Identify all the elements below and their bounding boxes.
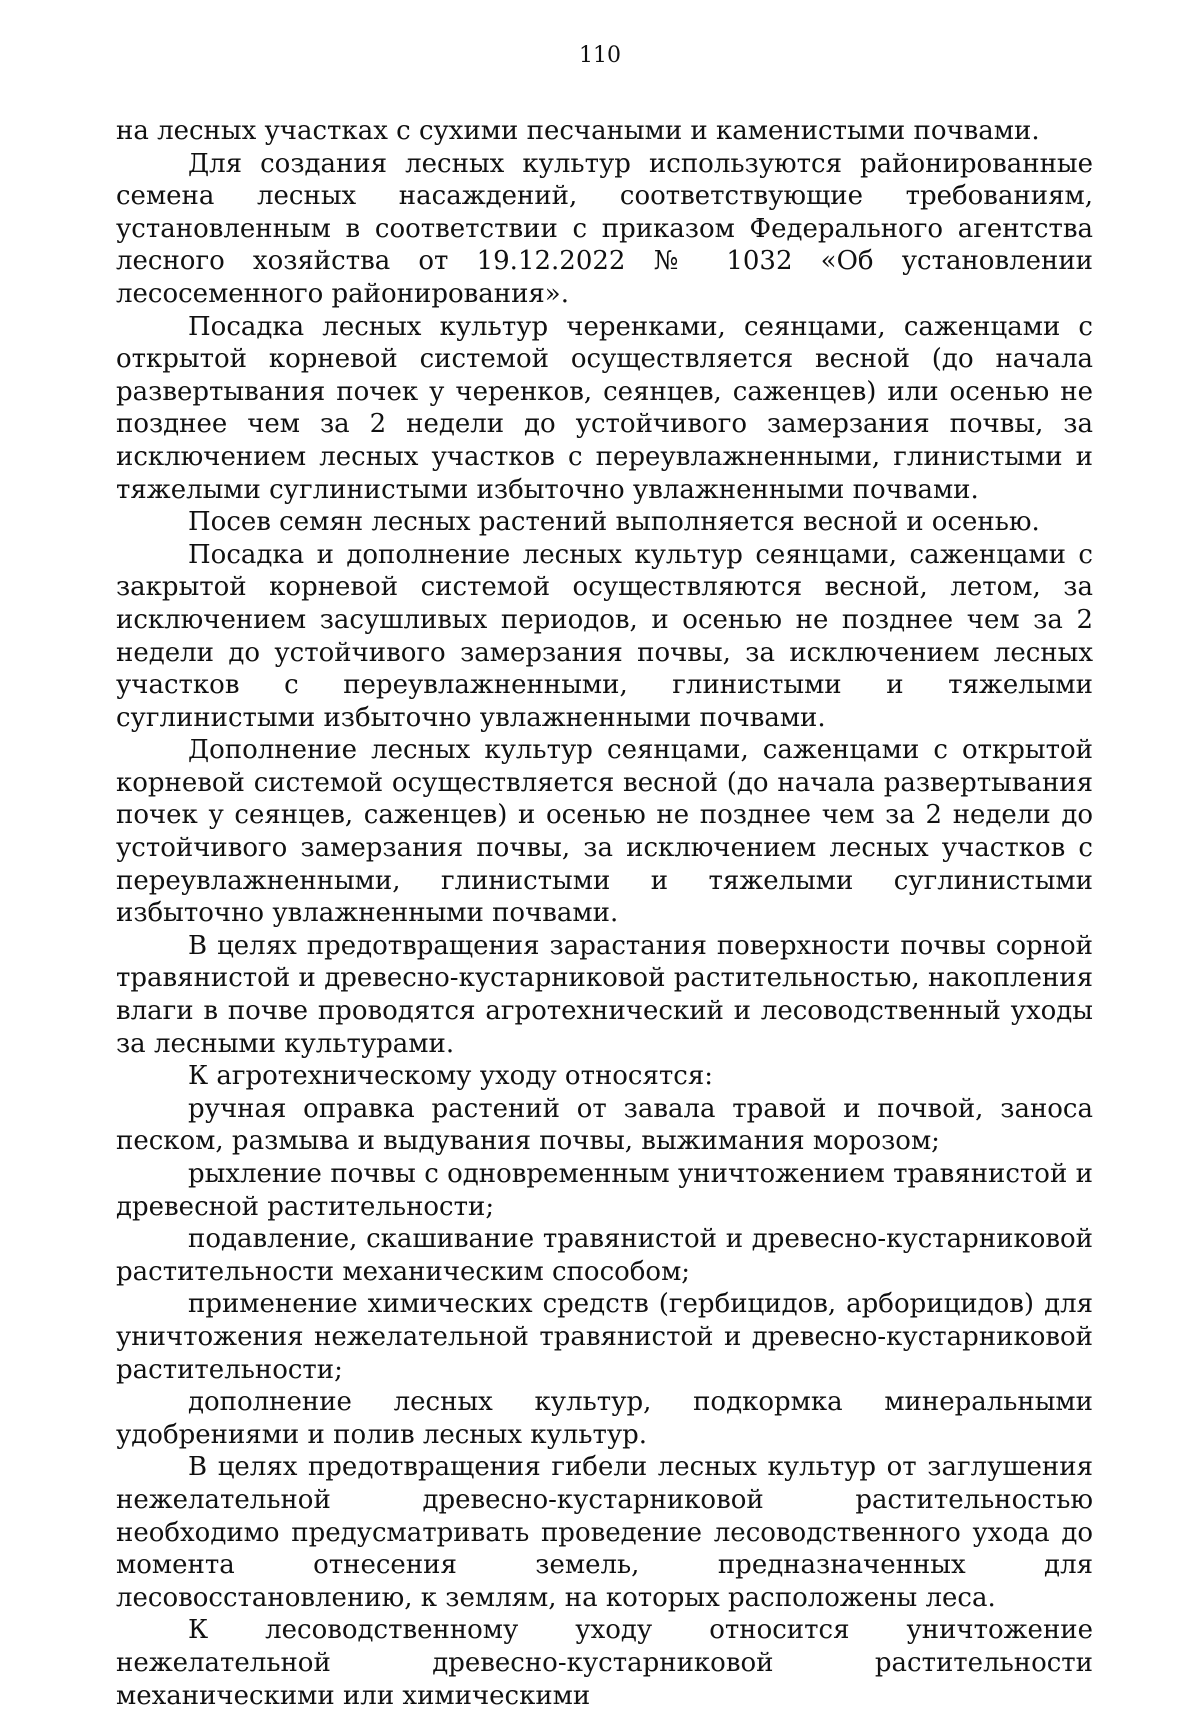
paragraph: Посадка и дополнение лесных культур сеянцами, саженцами с закрытой корневой системой осуществляются весной, летом, за исключением засушливых периодов, и осенью не позднее чем за 2 недели до устойчивого замерзания почвы, за исключением лесных участков с переувлажненными, глинистыми и тяжелыми суглинистыми избыточно увлажненными почвами. <box>116 539 1093 733</box>
paragraph: Дополнение лесных культур сеянцами, саженцами с открытой корневой системой осуществляется весной (до начала развертывания почек у сеянцев, саженцев) и осенью не позднее чем за 2 недели до устойчивого замерзания почвы, за исключением лесных участков с переувлажненными, глинистыми и тяжелыми суглинистыми избыточно увлажненными почвами. <box>116 735 1093 929</box>
document-body <box>116 115 1093 1712</box>
paragraph: Посадка лесных культур черенками, сеянцами, саженцами с открытой корневой системой осуществляется весной (до начала развертывания почек у черенков, сеянцев, саженцев) или осенью не позднее чем за 2 недели до устойчивого замерзания почвы, за исключением лесных участков с переувлажненными, глинистыми и тяжелыми суглинистыми избыточно увлажненными почвами. <box>116 311 1093 505</box>
list-item: ручная оправка растений от завала травой и почвой, заноса песком, размыва и выдувания почвы, выжимания морозом; <box>116 1093 1093 1157</box>
paragraph: на лесных участках с сухими песчаными и каменистыми почвами. <box>116 116 1040 146</box>
list-item: рыхление почвы с одновременным уничтожением травянистой и древесной растительности; <box>116 1159 1093 1222</box>
list-item: подавление, скашивание травянистой и древесно-кустарниковой растительности механическим способом; <box>116 1224 1093 1287</box>
paragraph: К лесоводственному уходу относится уничтожение нежелательной древесно-кустарниковой растительности механическими или химическими <box>116 1615 1093 1711</box>
list-item: применение химических средств (гербицидов, арборицидов) для уничтожения нежелательной травянистой и древесно-кустарниковой растительности; <box>116 1289 1093 1385</box>
paragraph: К агротехническому уходу относятся: <box>188 1061 714 1092</box>
paragraph: В целях предотвращения гибели лесных культур от заглушения нежелательной древесно-кустарниковой растительностью необходимо предусматривать проведение лесоводственного ухода до момента отнесения земель, предназначенных для лесовосстановлению, к землям, на которых расположены леса. <box>116 1452 1093 1613</box>
list-item: дополнение лесных культур, подкормка минеральными удобрениями и полив лесных культур. <box>116 1387 1093 1450</box>
paragraph: Посев семян лесных растений выполняется весной и осенью. <box>188 507 1040 538</box>
paragraph: Для создания лесных культур используются районированные семена лесных насаждений, соответствующие требованиям, установленным в соответствии с приказом Федерального агентства лесного хозяйства от 19.12.2022 № 1032 «Об установлении лесосеменного районирования». <box>116 148 1093 309</box>
paragraph: В целях предотвращения зарастания поверхности почвы сорной травянистой и древесно-кустарниковой растительностью, накопления влаги в почве проводятся агротехнический и лесоводственный уходы за лесными культурами. <box>116 930 1093 1059</box>
page-number: 110 <box>579 43 621 68</box>
